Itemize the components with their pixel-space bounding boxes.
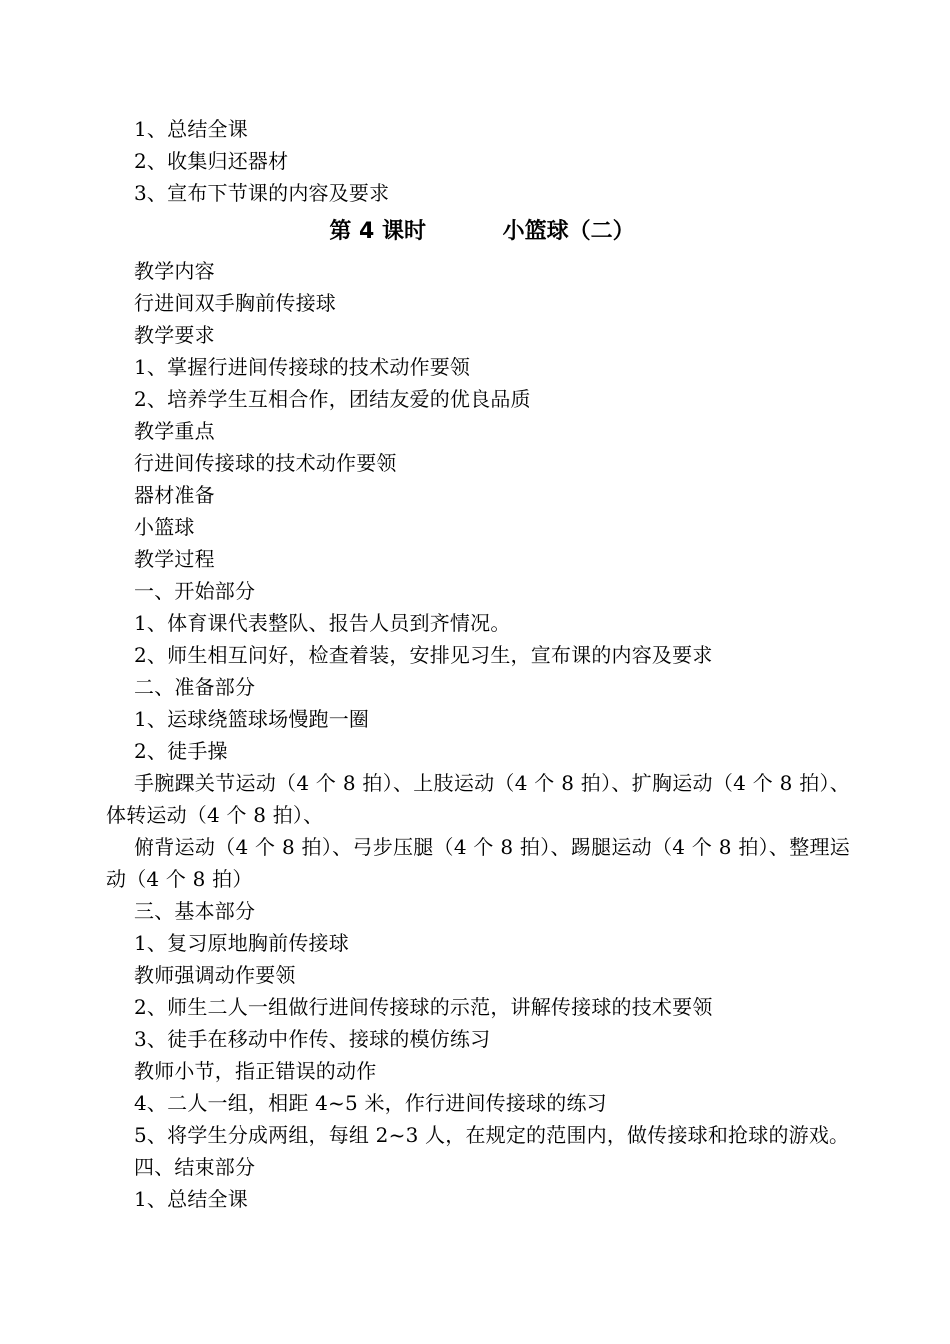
exercise-paragraph: 俯背运动（4 个 8 拍）、弓步压腿（4 个 8 拍）、踢腿运动（4 个 8 拍）、整理运动（4 个 8 拍） (106, 835, 850, 891)
lesson-title: 第 4 课时 小篮球（二） (329, 219, 635, 244)
section-heading-content: 教学内容 (134, 259, 215, 283)
process-item: 2、徒手操 (134, 739, 228, 763)
key-points-text: 行进间传接球的技术动作要领 (134, 451, 397, 475)
requirement-item: 2、培养学生互相合作，团结友爱的优良品质 (134, 387, 531, 411)
prev-list-item: 1、总结全课 (134, 117, 248, 141)
process-item: 教师小节，指正错误的动作 (134, 1059, 377, 1083)
content-text: 行进间双手胸前传接球 (134, 291, 336, 315)
part-heading: 三、基本部分 (134, 899, 256, 923)
exercise-paragraph: 手腕踝关节运动（4 个 8 拍）、上肢运动（4 个 8 拍）、扩胸运动（4 个 8 拍）、体转运动（4 个 8 拍）、 (106, 771, 850, 827)
part-heading: 二、准备部分 (134, 675, 256, 699)
process-item: 1、复习原地胸前传接球 (134, 931, 349, 955)
prev-list-item: 2、收集归还器材 (134, 149, 289, 173)
process-item: 2、师生相互问好，检查着装，安排见习生，宣布课的内容及要求 (134, 643, 713, 667)
prev-list-item: 3、宣布下节课的内容及要求 (134, 181, 390, 205)
section-heading-equipment: 器材准备 (134, 483, 215, 507)
process-item: 2、师生二人一组做行进间传接球的示范，讲解传接球的技术要领 (134, 995, 713, 1019)
process-item: 3、徒手在移动中作传、接球的模仿练习 (134, 1027, 491, 1051)
section-heading-process: 教学过程 (134, 547, 215, 571)
equipment-text: 小篮球 (134, 515, 195, 539)
process-item: 1、总结全课 (134, 1187, 248, 1211)
process-item: 1、体育课代表整队、报告人员到齐情况。 (134, 611, 511, 635)
part-heading: 一、开始部分 (134, 579, 256, 603)
section-heading-requirements: 教学要求 (134, 323, 215, 347)
process-item: 4、二人一组，相距 4~5 米，作行进间传接球的练习 (134, 1091, 607, 1115)
section-heading-key-points: 教学重点 (134, 419, 215, 443)
process-item: 5、将学生分成两组，每组 2~3 人，在规定的范围内，做传接球和抢球的游戏。 (134, 1123, 850, 1147)
process-item: 教师强调动作要领 (134, 963, 296, 987)
part-heading: 四、结束部分 (134, 1155, 256, 1179)
requirement-item: 1、掌握行进间传接球的技术动作要领 (134, 355, 471, 379)
document-content (106, 113, 850, 1215)
process-item: 1、运球绕篮球场慢跑一圈 (134, 707, 370, 731)
